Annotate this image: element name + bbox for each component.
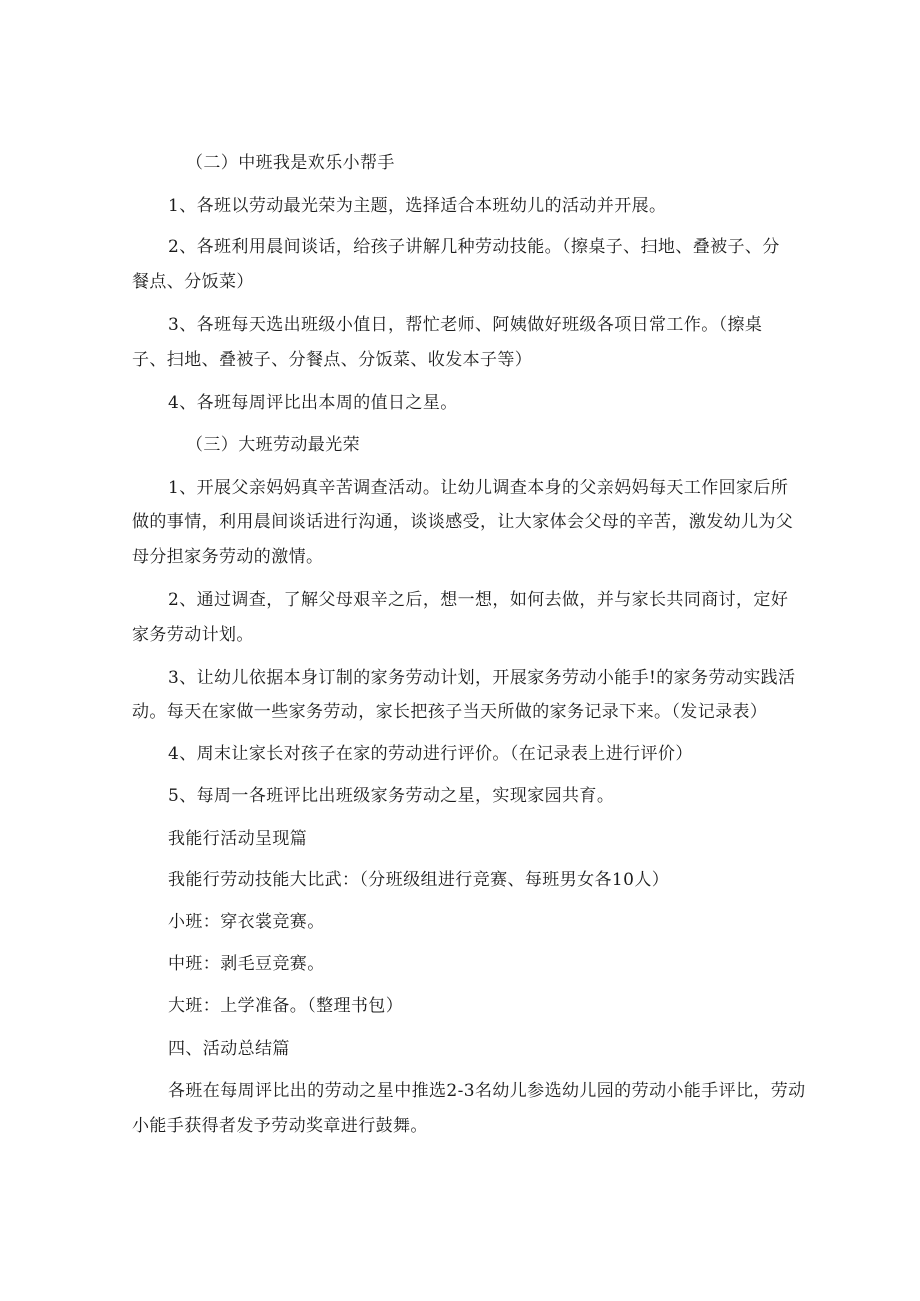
paragraph-line: 中班：剥毛豆竞赛。 — [168, 954, 325, 974]
paragraph-line: 5、每周一各班评比出班级家务劳动之星，实现家园共育。 — [168, 786, 615, 806]
paragraph-line: 母分担家务劳动的激情。 — [132, 547, 324, 567]
section-heading-summary: 四、活动总结篇 — [168, 1039, 290, 1059]
section-heading-large-class: （三）大班劳动最光荣 — [186, 435, 360, 455]
paragraph-line: 家务劳动计划。 — [132, 625, 254, 645]
paragraph-line: 3、让幼儿依据本身订制的家务劳动计划，开展家务劳动小能手!的家务劳动实践活 — [168, 668, 796, 688]
paragraph-line: 小班：穿衣裳竞赛。 — [168, 912, 325, 932]
section-heading-middle-class: （二）中班我是欢乐小帮手 — [186, 153, 395, 173]
section-heading-presentation: 我能行活动呈现篇 — [168, 829, 308, 849]
paragraph-line: 1、开展父亲妈妈真辛苦调查活动。让幼儿调查本身的父亲妈妈每天工作回家后所 — [168, 478, 789, 498]
paragraph-line: 3、各班每天选出班级小值日，帮忙老师、阿姨做好班级各项日常工作。（擦桌 — [168, 315, 763, 335]
paragraph-line: 动。每天在家做一些家务劳动，家长把孩子当天所做的家务记录下来。（发记录表） — [132, 702, 768, 722]
paragraph-line: 小能手获得者发予劳动奖章进行鼓舞。 — [132, 1116, 428, 1136]
paragraph-line: 我能行劳动技能大比武：（分班级组进行竞赛、每班男女各10人） — [168, 870, 670, 890]
paragraph-line: 各班在每周评比出的劳动之星中推选2-3名幼儿参选幼儿园的劳动小能手评比，劳动 — [168, 1081, 806, 1101]
paragraph-line: 2、通过调查，了解父母艰辛之后，想一想，如何去做，并与家长共同商讨，定好 — [168, 590, 789, 610]
paragraph-line: 1、各班以劳动最光荣为主题，选择适合本班幼儿的活动并开展。 — [168, 196, 667, 216]
paragraph-line: 做的事情，利用晨间谈话进行沟通，谈谈感受，让大家体会父母的辛苦，激发幼儿为父 — [132, 512, 794, 532]
paragraph-line: 4、各班每周评比出本周的值日之星。 — [168, 393, 458, 413]
paragraph-line: 4、周末让家长对孩子在家的劳动进行评价。（在记录表上进行评价） — [168, 744, 693, 764]
paragraph-line: 子、扫地、叠被子、分餐点、分饭菜、收发本子等） — [132, 350, 533, 370]
paragraph-line: 2、各班利用晨间谈话，给孩子讲解几种劳动技能。（擦桌子、扫地、叠被子、分 — [168, 237, 780, 257]
paragraph-line: 大班：上学准备。（整理书包） — [168, 996, 404, 1016]
paragraph-line: 餐点、分饭菜） — [132, 272, 254, 292]
